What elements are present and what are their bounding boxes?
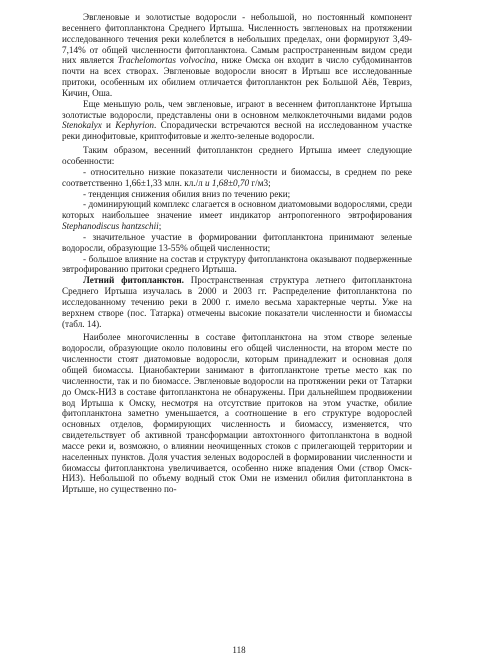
list-item-tributaries: - большое влияние на состав и структуру фитопланктона оказывают подверженные эвтрофированию притоки среднего Иртыша. (62, 253, 412, 275)
paragraph-station-composition: Наиболее многочисленны в составе фитопланктона на этом створе зеленые водоросли, образующие около половины его общей численности, на втором месте по численности стоят диатомовые водоросли, которым принадлежит и основная доля общей биомассы. Цианобактерии занимают в фитопланктоне третье место как по численности, так и по биомассе. Эвгленовые водоросли на протяжении реки от Татарки до Омск-НИЗ в составе фитопланктона не обнаружены. При дальнейшем продвижении вод Иртыша к Омску, несмотря на отсутствие притоков на этом участке, обилие фитопланктона заметно уменьшается, а соотношение в его структуре водорослей основных отделов, формирующих численность и биомассу, изменяется, что свидетельствует об активной трансформации автохтонного фитопланктона в водной массе реки и, возможно, о влиянии неочищенных стоков с прилегающей территории и населенных пунктов. Доля участия зеленых водорослей в формировании численности и биомассы фитопланктона увеличивается, особенно ниже впадения Оми (створ Омск-НИЗ). Небольшой по объему водный сток Оми не изменил обилия фитопланктона в Иртыше, но существенно по- (62, 332, 412, 495)
list-item-green-algae: - значительное участие в формировании фитопланктона принимают зеленые водоросли, образующие 13-55% общей численности; (62, 231, 412, 253)
paragraph-summary-intro: Таким образом, весенний фитопланктон среднего Иртыша имеет следующие особенности: (62, 145, 412, 166)
paragraph-summer-phytoplankton: Летний фитопланктон. Пространственная структура летнего фитопланктона Среднего Иртыша изучалась в 2000 и 2003 гг. Распределение фитопланктона по исследованному течению реки в 2000 г. имело весьма характерные черты. Уже на верхнем створе (пос. Татарка) отмечены высокие показатели численности и биомассы (табл. 14). (62, 275, 412, 329)
paragraph-chrysophytes: Еще меньшую роль, чем эвгленовые, играют в весеннем фитопланктоне Иртыша золотистые водоросли, представлены они в основном мелкоклеточными видами родов Stenokalyx и Kephyrion. Спорадически встречаются весной на исследованном участке реки динофитовые, криптофитовые и желто-зеленые водоросли. (62, 98, 412, 142)
list-item-dominant-complex: - доминирующий комплекс слагается в основном диатомовыми водорослями, среди которых наибольшее значение имеет индикатор антропогенного эвтрофирования Stephanodiscus hantzschii; (62, 199, 412, 232)
list-item-abundance: - относительно низкие показатели численности и биомассы, в среднем по реке соответственно 1,66±1,33 млн. кл./л и 1,68±0,70 г/м3; (62, 166, 412, 188)
paragraph-euglenophytes: Эвгленовые и золотистые водоросли - небольшой, но постоянный компонент весеннего фитопланктона Среднего Иртыша. Численность эвгленовых на протяжении исследованного течения реки колеблется в небольших пределах, они формируют 3,49-7,14% от общей численности фитопланктона. Самым распространенным видом среди них является Trachelomortas volvocina, ниже Омска он входит в число субдоминантов почти на всех створах. Эвгленовые водоросли вносят в Иртыш все исследованные притоки, особенным их обилием отличается фитопланктон рек Большой Аёв, Тевриз, Кичин, Оша. (62, 12, 412, 98)
list-item-trend: - тенденция снижения обилия вниз по течению реки; (83, 188, 291, 199)
page-number: 118 (232, 645, 246, 655)
body-text (62, 12, 412, 495)
